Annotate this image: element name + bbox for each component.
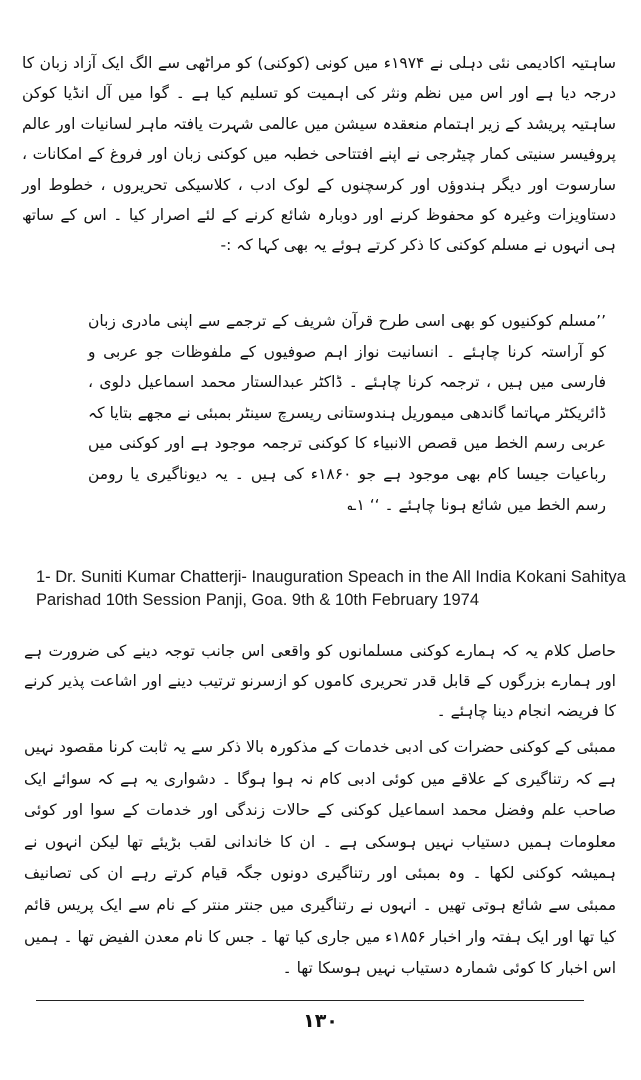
page-number: ۱۳۰	[303, 1010, 338, 1032]
paragraph-text: ساہتیہ اکادیمی نئی دہلی نے ۱۹۷۴ء میں کونی (کوکنی) کو مراٹھی سے الگ ایک آزاد زبان کا درجہ دیا ہے اور اس میں نظم ونثر کی اہمیت کو تسلیم کیا ہے ۔ گوا میں آل انڈیا کوکن ساہتیہ پریشد کے زیر اہتمام منعقدہ سیشن میں عالمی شہرت یافتہ ماہر لسانیات اور عالم پروفیسر سنیتی کمار چیٹرجی نے اپنے افتتاحی خطبہ میں کوکنی زبان اور فروغ کے امکانات ، سارسوت اور دیگر ہندوؤں اور کرسچنوں کے لوک ادب ، کلاسیکی تحریروں ، خطوط اور دستاویزات وغیرہ کو محفوظ کرنے اور دوبارہ شائع کرنے کے لئے اصرار کیا ۔ اس کے ساتھ ہی انہوں نے مسلم کوکنی کا ذکر کرتے ہوئے یہ بھی کہا کہ :-	[22, 54, 616, 255]
quote-text: ’’مسلم کوکنیوں کو بھی اسی طرح قرآن شریف کے ترجمے سے اپنی مادری زبان کو آراستہ کرنا چاہئے ۔ انسانیت نواز اہم صوفیوں کے ملفوظات جو عربی و فارسی میں ہیں ، ترجمہ کرنا چاہئے ۔ ڈاکٹر عبدالستار محمد اسماعیل دلوی ، ڈائریکٹر مہاتما گاندھی میموریل ہندوستانی ریسرچ سینٹر بمبئی نے مجھے بتایا کہ عربی رسم الخط میں قصص الانبیاء کا کوکنی ترجمہ موجود ہے اور کوکنی میں رباعیات جیسا کام بھی موجود ہے جو ۱۸۶۰ء کی ہیں ۔ یہ دیوناگیری یا رومن رسم الخط میں شائع ہونا چاہئے ۔ ‘‘ ۱؎	[88, 312, 606, 514]
footnote	[36, 566, 626, 612]
paragraph-text: حاصل کلام یہ کہ ہمارے کوکنی مسلمانوں کو واقعی اس جانب توجہ دینے کی ضرورت ہے اور ہمارے بزرگوں کے قابل قدر تحریری کاموں کو ازسرنو ترتیب دینے اور اشاعت پذیر کرنے کا فریضہ انجام دینا چاہئے ۔	[24, 642, 616, 720]
block-quote	[88, 306, 606, 520]
footer-rule	[36, 1000, 584, 1001]
body-paragraph-2	[24, 636, 616, 726]
body-paragraph-1	[22, 48, 616, 261]
paragraph-text: ممبئی کے کوکنی حضرات کی ادبی خدمات کے مذکورہ بالا ذکر سے یہ ثابت کرنا مقصود نہیں ہے کہ رتناگیری کے علاقے میں کوئی ادبی کام نہ ہوا ہوگا ۔ دشواری یہ ہے کہ سوائے ایک صاحب علم وفضل محمد اسماعیل کوکنی کے حالات زندگی اور خدمات کے سوا اور کوئی معلومات ہمیں دستیاب نہیں ہوسکی ہے ۔ ان کا خاندانی لقب بڑیئے تھا لیکن انہوں نے ہمیشہ کوکنی لکھا ۔ وہ بمبئی اور رتناگیری دونوں جگہ قیام کرتے رہے ان کی تصانیف ممبئی سے شائع ہوتی تھیں ۔ انہوں نے رتناگیری میں جنتر منتر کے نام سے ایک پریس قائم کیا تھا اور ایک ہفتہ وار اخبار ۱۸۵۶ء میں جاری کیا تھا ۔ جس کا نام معدن الفیض تھا ۔ ہمیں اس اخبار کا کوئی شمارہ دستیاب نہیں ہوسکا تھا ۔	[24, 738, 617, 978]
footnote-text: 1- Dr. Suniti Kumar Chatterji- Inauguration Speach in the All India Kokani Sahitya Parishad 10th Session Panji, Goa. 9th & 10th February 1974	[36, 568, 626, 609]
body-paragraph-3	[24, 732, 616, 985]
